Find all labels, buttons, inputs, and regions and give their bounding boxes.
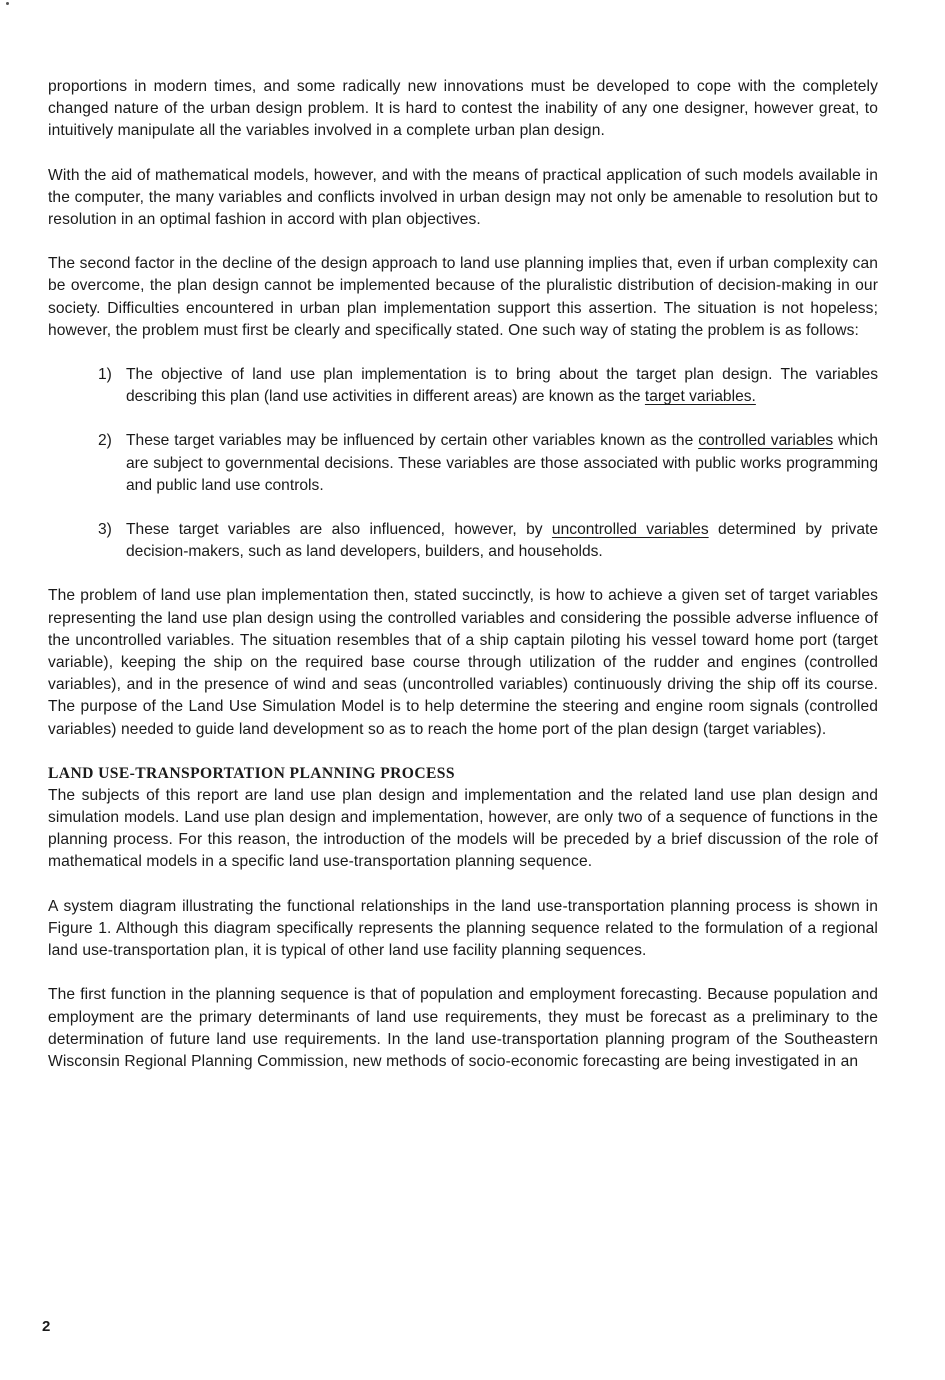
defined-term: target variables. xyxy=(644,388,756,406)
list-number: 1) xyxy=(98,366,112,384)
defined-term: uncontrolled variables xyxy=(551,521,709,539)
paragraph-6: A system diagram illustrating the functional relationships in the land use-transportation planning process is shown in Figure 1. Although this diagram specifically represents the planning sequence related to the formulation of a regional land use-transportation plan, it is typical of other land use facility planning sequences. xyxy=(48,897,878,960)
paragraph-5: The subjects of this report are land use plan design and implementation and the related land use plan design and simulation models. Land use plan design and implementation, however, are only two of a sequence of functions in the planning process. For this reason, the introduction of the models will be preceded by a brief discussion of the role of mathematical models in a specific land use-transportation planning sequence. xyxy=(48,786,878,871)
list-item-text xyxy=(126,430,878,497)
list-item-text-pre: These target variables are also influenced, however, by xyxy=(126,521,552,539)
defined-term: controlled variables xyxy=(698,432,834,450)
paragraph-2: With the aid of mathematical models, however, and with the means of practical application of such models available in the computer, the many variables and conflicts involved in urban design may not only be amenable to resolution but to resolution in an optimal fashion in accord with plan objectives. xyxy=(48,166,878,229)
list-item-text xyxy=(126,519,878,563)
list-number: 3) xyxy=(98,521,112,539)
list-item-text-pre: These target variables may be influenced by certain other variables known as the xyxy=(126,432,699,450)
list-item-text-post: determined by private decision-makers, such as land developers, builders, and households. xyxy=(126,521,878,561)
paragraph-1: proportions in modern times, and some radically new innovations must be developed to cope with the completely changed nature of the urban design problem. It is hard to contest the inability of any one designer, however great, to intuitively manipulate all the variables involved in a complete urban plan design. xyxy=(48,78,878,140)
list-item-text-pre: The objective of land use plan implementation is to bring about the target plan design. The variables describing this plan (land use activities in different areas) are known as the xyxy=(126,366,878,406)
list-number: 2) xyxy=(98,432,112,450)
list-item-text xyxy=(126,364,878,408)
paragraph-3: The second factor in the decline of the design approach to land use planning implies that, even if urban complexity can be overcome, the plan design cannot be implemented because of the pluralistic distribution of decision-making in our society. Difficulties encountered in urban plan implementation support this assertion. The situation is not hopeless; however, the problem must first be clearly and specifically stated. One such way of stating the problem is as follows: xyxy=(48,255,878,339)
list-item xyxy=(98,430,878,497)
scan-speck xyxy=(6,2,9,5)
list-item xyxy=(98,519,878,563)
list-item xyxy=(98,364,878,408)
paragraph-4: The problem of land use plan implementation then, stated succinctly, is how to achieve a given set of target variables representing the land use plan design using the controlled variables and considering the possible adverse influence of the uncontrolled variables. The situation resembles that of a ship captain piloting his vessel toward home port (target variable), keeping the ship on the required base course through utilization of the rudder and engines (controlled variables), and in the presence of wind and seas (uncontrolled variables) continuously driving the ship off its course. The purpose of the Land Use Simulation Model is to help determine the steering and engine room signals (controlled variables) needed to guide land development so as to reach the home port of the plan design (target variables). xyxy=(48,587,878,738)
page-number: 2 xyxy=(42,1318,51,1335)
document-page xyxy=(48,76,878,1095)
list-item-text-post: which are subject to governmental decisions. These variables are those associated with public works programming and public land use controls. xyxy=(126,432,878,494)
numbered-list xyxy=(98,364,878,563)
section-heading: LAND USE-TRANSPORTATION PLANNING PROCESS xyxy=(48,764,455,782)
paragraph-7: The first function in the planning sequence is that of population and employment forecasting. Because population and employment are the primary determinants of land use requirements, they must be forecast as a preliminary to the determination of future land use requirements. In the land use-transportation planning program of the Southeastern Wisconsin Regional Planning Commission, new methods of socio-economic forecasting are being investigated in an xyxy=(48,986,878,1070)
